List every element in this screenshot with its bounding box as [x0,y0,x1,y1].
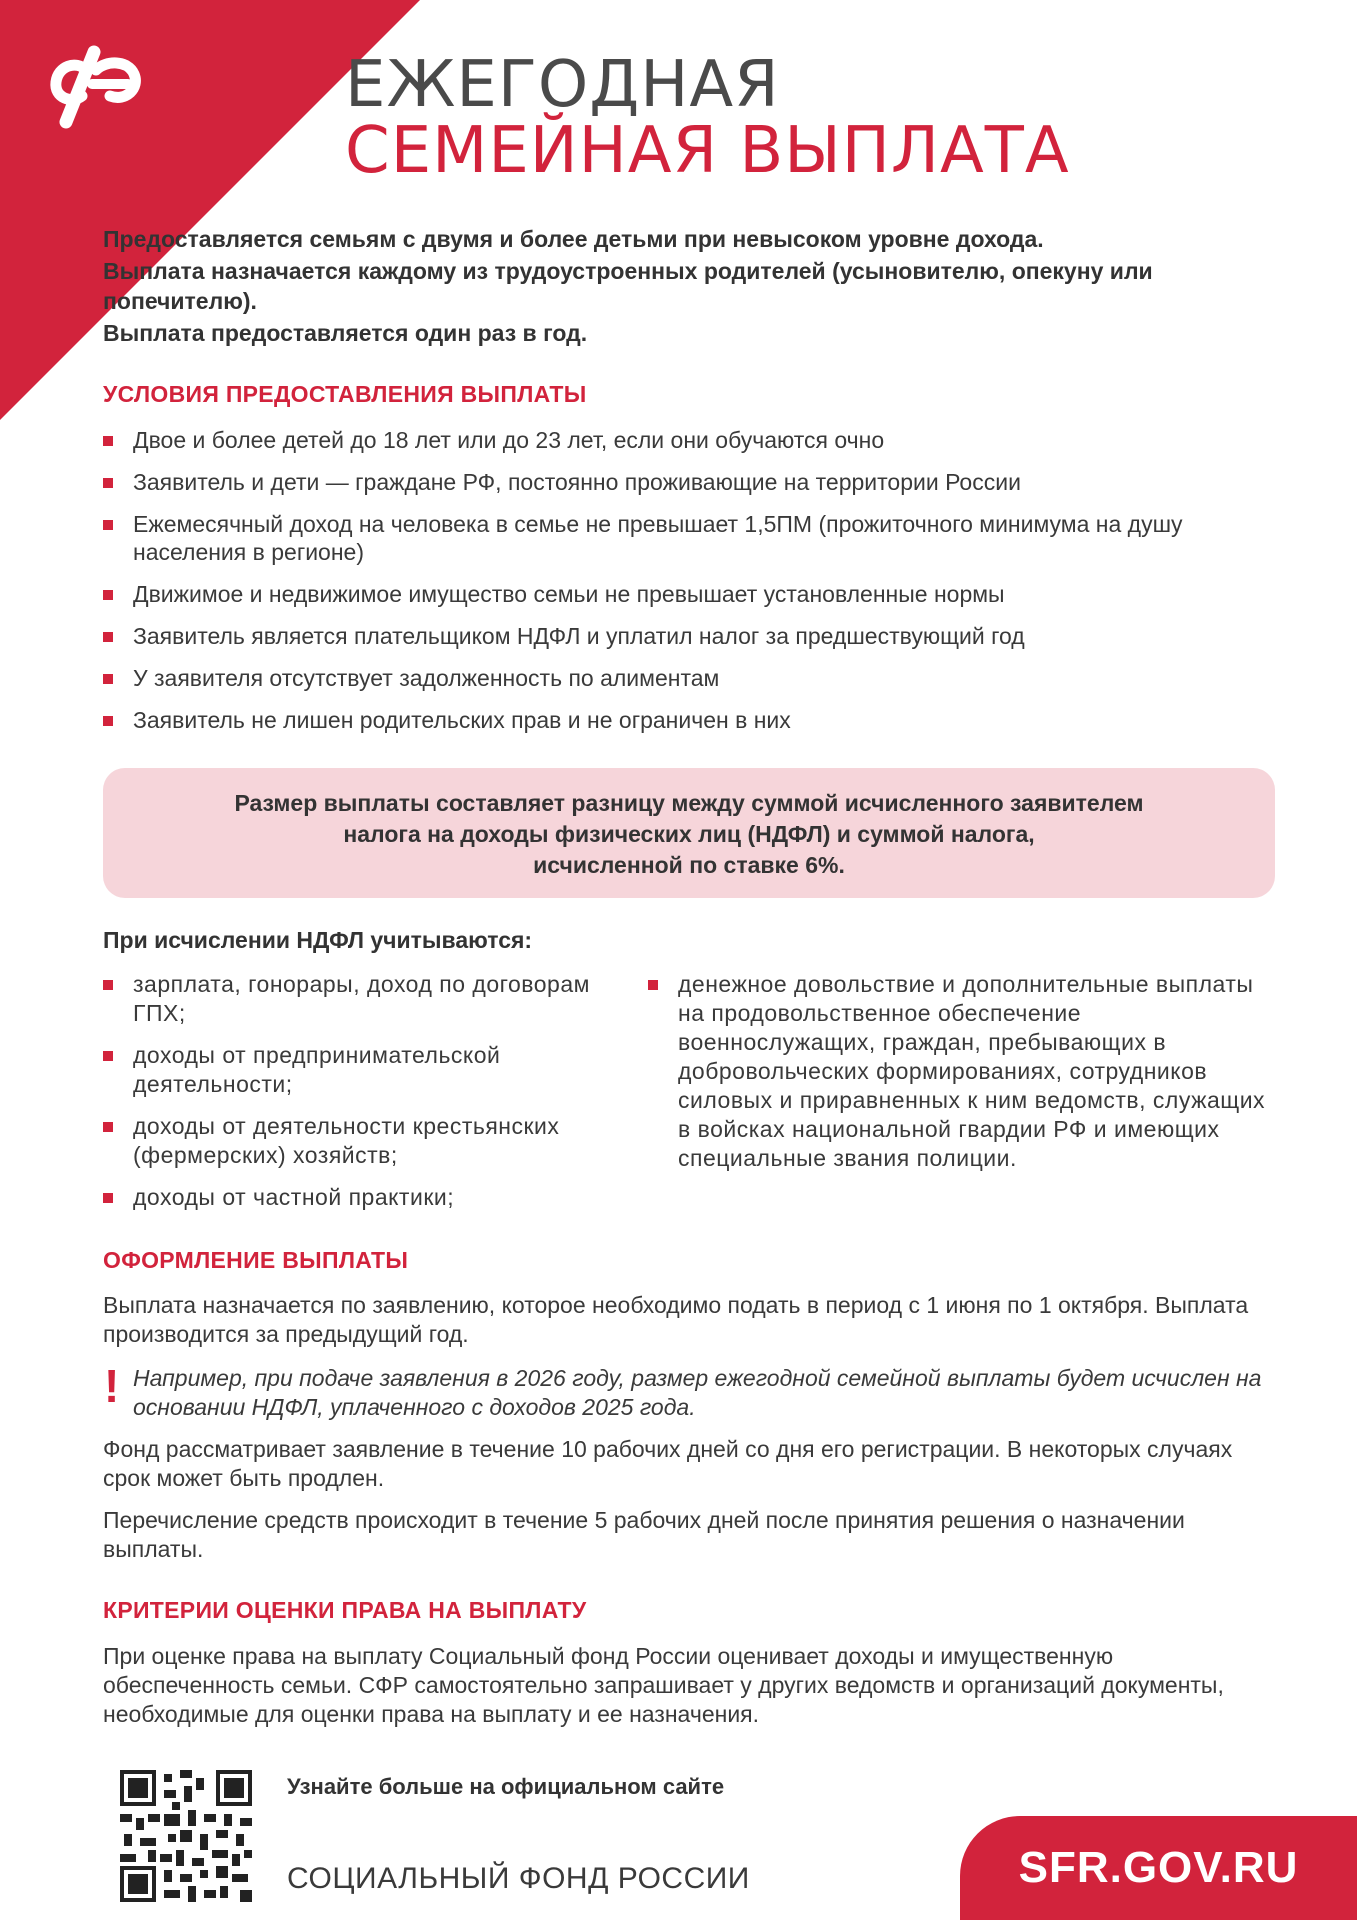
registration-heading: ОФОРМЛЕНИЕ ВЫПЛАТЫ [103,1247,409,1273]
list-item: Заявитель является плательщиком НДФЛ и уплатил налог за предшествующий год [103,622,1283,650]
ndfl-list-right [648,970,1278,1186]
list-item: зарплата, гонорары, доход по договорам ГПХ; [103,970,623,1028]
list-item: денежное довольствие и дополнительные выплаты на продовольственное обеспечение военнослужащих, граждан, пребывающих в добровольческих формированиях, сотрудников силовых и приравненных к ним ведомств, служащих в войсках национальной гвардии РФ и имеющих специальные звания полиции. [648,970,1278,1173]
example-note: Например, при подаче заявления в 2026 году, размер ежегодной семейной выплаты будет исчислен на основании НДФЛ, уплаченного с доходов 2025 года. [133,1365,1262,1420]
exclamation-icon: ! [104,1360,120,1412]
transfer-paragraph: Перечисление средств происходит в течение 5 рабочих дней после принятия решения о назначении выплаты. [103,1507,1185,1562]
list-item: доходы от частной практики; [103,1183,623,1212]
intro-line: Выплата предоставляется один раз в год. [103,320,588,346]
ndfl-heading: При исчислении НДФЛ учитываются: [103,927,533,953]
org-name: СОЦИАЛЬНЫЙ ФОНД РОССИИ [287,1862,750,1895]
qr-code-icon[interactable] [120,1770,252,1902]
list-item: доходы от деятельности крестьянских (фермерских) хозяйств; [103,1112,623,1170]
intro-text [103,224,1283,350]
registration-paragraph: Выплата назначается по заявлению, которое необходимо подать в период с 1 июня по 1 октября. Выплата производится за предыдущий год. [103,1292,1249,1347]
list-item: Двое и более детей до 18 лет или до 23 лет, если они обучаются очно [103,426,1283,454]
list-item: доходы от предпринимательской деятельности; [103,1041,623,1099]
review-paragraph: Фонд рассматривает заявление в течение 10 рабочих дней со дня его регистрации. В некоторых случаях срок может быть продлен. [103,1436,1233,1491]
site-url[interactable]: SFR.GOV.RU [1018,1843,1299,1892]
list-item: Заявитель и дети — граждане РФ, постоянно проживающие на территории России [103,468,1283,496]
title-line-2: СЕМЕЙНАЯ ВЫПЛАТА [345,114,1070,188]
sfr-logo-icon [36,30,166,140]
criteria-paragraph: При оценке права на выплату Социальный фонд России оценивает доходы и имущественную обеспеченность семьи. СФР самостоятельно запрашивает у других ведомств и организаций документы, необходимые для оценки права на выплату и ее назначения. [103,1643,1224,1727]
amount-info-box [103,768,1275,898]
list-item: У заявителя отсутствует задолженность по алиментам [103,664,1283,692]
list-item: Движимое и недвижимое имущество семьи не превышает установленные нормы [103,580,1283,608]
site-caption: Узнайте больше на официальном сайте [287,1774,725,1799]
intro-line: Выплата назначается каждому из трудоустроенных родителей (усыновителю, опекуну или попечителю). [103,258,1153,314]
amount-line: Размер выплаты составляет разницу между суммой исчисленного заявителем [234,790,1144,816]
criteria-heading: КРИТЕРИИ ОЦЕНКИ ПРАВА НА ВЫПЛАТУ [103,1597,587,1623]
amount-line: налога на доходы физических лиц (НДФЛ) и суммой налога, [343,821,1035,847]
page-title [345,48,1070,188]
title-line-1: ЕЖЕГОДНАЯ [345,48,780,122]
list-item: Заявитель не лишен родительских прав и не ограничен в них [103,706,1283,734]
amount-line: исчисленной по ставке 6%. [533,852,845,878]
intro-line: Предоставляется семьям с двумя и более детьми при невысоком уровне дохода. [103,226,1044,252]
list-item: Ежемесячный доход на человека в семье не превышает 1,5ПМ (прожиточного минимума на душу населения в регионе) [103,510,1283,566]
conditions-list [103,426,1283,748]
conditions-heading: УСЛОВИЯ ПРЕДОСТАВЛЕНИЯ ВЫПЛАТЫ [103,381,587,407]
ndfl-list-left [103,970,623,1225]
site-link[interactable] [960,1816,1357,1920]
